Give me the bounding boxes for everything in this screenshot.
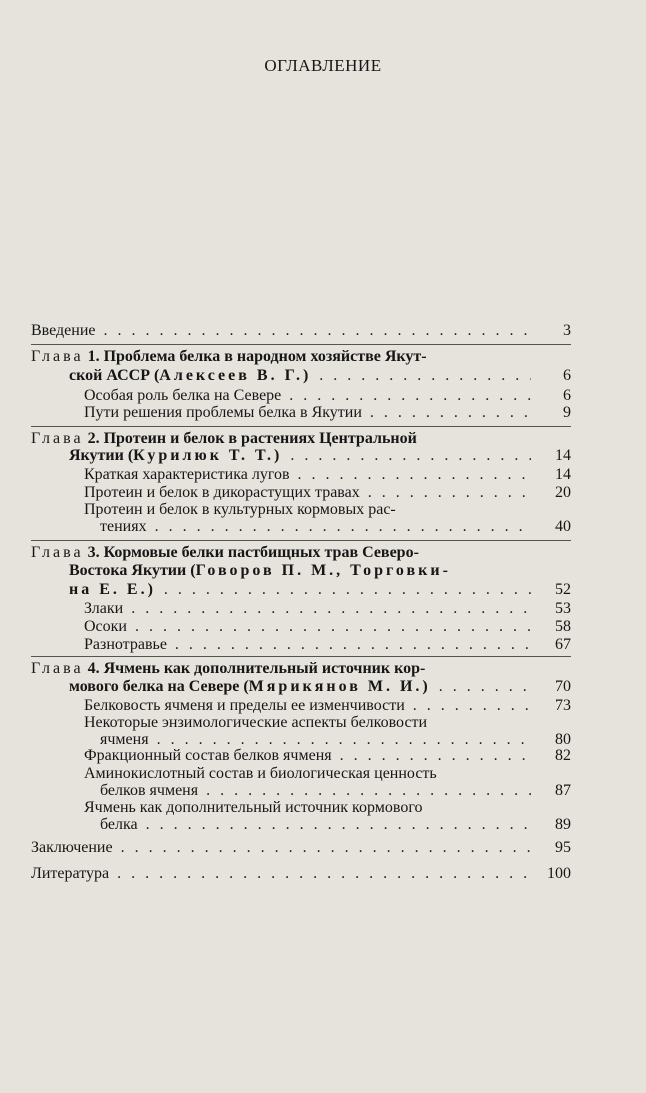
- leader-dots: [311, 366, 531, 385]
- chapter-4-heading[interactable]: [31, 659, 425, 678]
- chapter-title: 4. Ячмень как дополнительный источник кор-: [87, 660, 426, 677]
- toc-page: 14: [555, 447, 571, 464]
- toc-label: Фракционный состав белков ячменя: [84, 747, 332, 764]
- toc-page: 82: [555, 747, 571, 764]
- toc-page: 40: [555, 518, 571, 535]
- toc-page: 9: [563, 404, 571, 421]
- toc-label: Злаки: [84, 600, 124, 617]
- page-title: ОГЛАВЛЕНИЕ: [264, 56, 382, 75]
- chapter-prefix: Глава: [31, 430, 84, 447]
- toc-subentry[interactable]: [84, 599, 571, 618]
- toc-label: Осоки: [84, 618, 127, 635]
- chapter-title-cont: Востока Якутии (Говоров П. М., Торговки-: [69, 562, 451, 579]
- toc-label: Некоторые энзимологические аспекты белковости: [84, 714, 428, 731]
- toc-page: 6: [563, 367, 571, 384]
- toc-page: 70: [555, 678, 571, 695]
- toc-entry-intro[interactable]: [31, 321, 571, 340]
- toc-subentry-cont[interactable]: [100, 517, 571, 536]
- toc-entry-ch2[interactable]: [69, 446, 571, 465]
- toc-label: Особая роль белка на Севере: [84, 387, 282, 404]
- toc-page: 53: [555, 600, 571, 617]
- leader-dots: [431, 677, 531, 696]
- toc-subentry[interactable]: [84, 746, 571, 765]
- leader-dots: [109, 864, 531, 883]
- toc-label: ячменя: [100, 731, 149, 748]
- toc-subentry[interactable]: [84, 635, 571, 654]
- toc-page: 20: [555, 484, 571, 501]
- toc-label: Протеин и белок в культурных кормовых рас-: [84, 501, 396, 518]
- toc-subentry-cont[interactable]: [100, 815, 571, 834]
- toc-page: 95: [555, 839, 571, 856]
- toc-label: Белковость ячменя и пределы ее изменчивости: [84, 697, 405, 714]
- toc-page: 100: [547, 865, 571, 882]
- toc-label: белков ячменя: [100, 782, 199, 799]
- chapter-3-heading[interactable]: [31, 543, 419, 562]
- leader-dots: [138, 815, 531, 834]
- chapter-title: 2. Протеин и белок в растениях Центральной: [87, 430, 417, 447]
- toc-label: Литература: [31, 865, 110, 882]
- toc-label: Разнотравье: [84, 636, 167, 653]
- toc-label: Заключение: [31, 839, 113, 856]
- toc-entry-ch3[interactable]: [69, 580, 571, 599]
- toc-label: белка: [100, 816, 138, 833]
- leader-dots: [290, 465, 531, 484]
- leader-dots: [113, 838, 531, 857]
- toc-entry-ch4[interactable]: [69, 677, 571, 696]
- toc-label: тениях: [100, 518, 147, 535]
- toc-label: Ячмень как дополнительный источник кормового: [84, 799, 423, 816]
- leader-dots: [167, 635, 531, 654]
- toc-page: 89: [555, 816, 571, 833]
- toc-page: 14: [555, 466, 571, 483]
- toc-label: Аминокислотный состав и биологическая ценность: [84, 765, 437, 782]
- leader-dots: [127, 617, 531, 636]
- chapter-prefix: Глава: [31, 348, 84, 365]
- leader-dots: [147, 517, 531, 536]
- chapter-title-cont: ской АССР (Алексеев В. Г.): [69, 367, 312, 384]
- toc-page: 87: [555, 782, 571, 799]
- leader-dots: [123, 599, 531, 618]
- chapter-1-heading[interactable]: [31, 347, 427, 366]
- chapter-title: 3. Кормовые белки пастбищных трав Северо-: [87, 544, 419, 561]
- toc-label: Протеин и белок в дикорастущих травах: [84, 484, 360, 501]
- toc-page: 6: [563, 387, 571, 404]
- chapter-prefix: Глава: [31, 544, 84, 561]
- chapter-title-cont: мового белка на Севере (Мярикянов М. И.): [69, 678, 431, 695]
- chapter-title-cont: Якутии (Курилюк Т. Т.): [69, 447, 283, 464]
- toc-entry-literature[interactable]: [31, 864, 571, 883]
- toc-label: Краткая характеристика лугов: [84, 466, 290, 483]
- chapter-title-cont: на Е. Е.): [69, 581, 156, 598]
- toc-subentry[interactable]: [84, 465, 571, 484]
- chapter-prefix: Глава: [31, 660, 84, 677]
- toc-label: Введение: [31, 322, 96, 339]
- toc-page: 80: [555, 731, 571, 748]
- toc-label: Пути решения проблемы белка в Якутии: [84, 404, 362, 421]
- leader-dots: [362, 403, 531, 422]
- divider: [31, 426, 571, 427]
- divider: [31, 540, 571, 541]
- toc-page: 52: [555, 581, 571, 598]
- leader-dots: [282, 446, 531, 465]
- divider: [31, 656, 571, 657]
- divider: [31, 344, 571, 345]
- leader-dots: [156, 580, 531, 599]
- leader-dots: [332, 746, 531, 765]
- toc-entry-ch1[interactable]: [69, 366, 571, 385]
- toc-page: 67: [555, 636, 571, 653]
- toc-subentry[interactable]: [84, 617, 571, 636]
- toc-page: 73: [555, 697, 571, 714]
- toc-page: 3: [563, 322, 571, 339]
- leader-dots: [96, 321, 532, 340]
- chapter-title: 1. Проблема белка в народном хозяйстве Якут-: [87, 348, 427, 365]
- toc-subentry[interactable]: [84, 403, 571, 422]
- toc-entry-conclusion[interactable]: [31, 838, 571, 857]
- toc-page: 58: [555, 618, 571, 635]
